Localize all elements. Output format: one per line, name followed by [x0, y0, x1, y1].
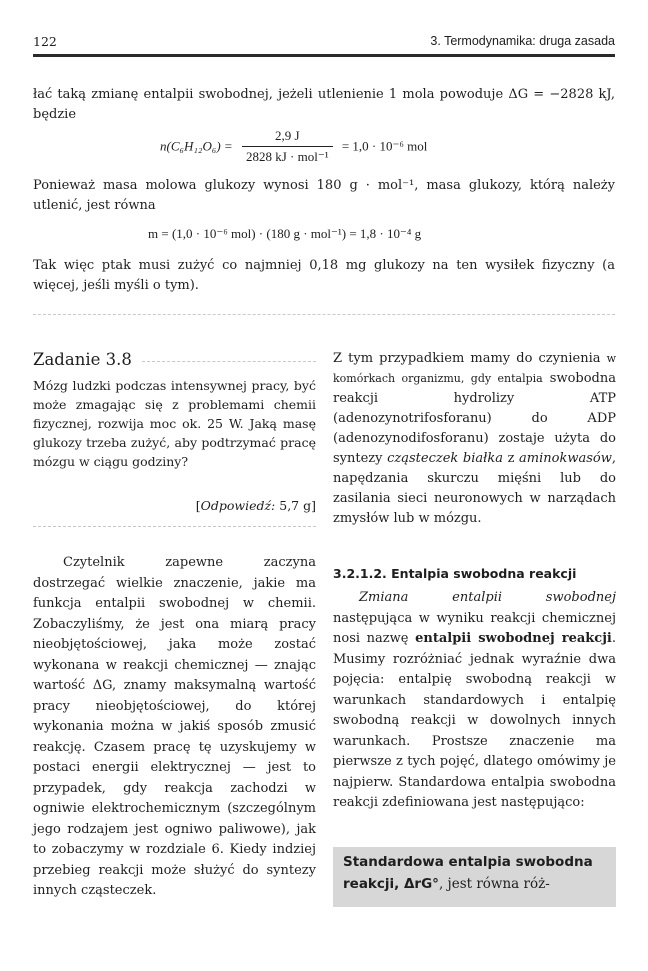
text-run: Z tym przypadkiem mamy do czynienia	[333, 351, 607, 366]
text-run: w komórkach organizmu, gdy entalpia	[333, 352, 616, 385]
exercise-body: Mózg ludzki podczas intensywnej pracy, być może zmagając się z problemami chemii fizycznej, rozwija moc ok. 25 W. Jaką masę glukozy trzeba zużyć, aby podtrzymać pracę mózgu w ciągu godziny?	[33, 378, 316, 469]
equation-lhs: n(C₆H₁₂O₆) =	[160, 138, 233, 154]
italic-term: cząsteczek białka	[387, 451, 503, 466]
section-divider	[33, 314, 615, 315]
intro-paragraph-3: Tak więc ptak musi zużyć co najmniej 0,18 mg glukozy na ten wysiłek fizyczny (a więcej, jeśli myśli o tym).	[33, 258, 615, 293]
italic-term: aminokwasów	[519, 451, 612, 466]
text-run: z	[502, 451, 520, 466]
italic-term: Zmiana entalpii swobodnej	[359, 590, 616, 605]
answer-label: Odpowiedź:	[200, 498, 276, 513]
equation-moles-glucose	[160, 128, 427, 176]
equation-mass-glucose: m = (1,0 · 10⁻⁶ mol) · (180 g · mol⁻¹) = 1,8 · 10⁻⁴ g	[148, 226, 422, 241]
answer-value: 5,7 g	[279, 498, 312, 513]
definition-box-text	[343, 851, 611, 895]
fraction-denominator: 2828 kJ · mol⁻¹	[245, 149, 329, 164]
text-run: swobodna reakcji hydrolizy ATP (adenozynotrifosforanu) do ADP (adenozynodifosforanu) zostaje użyta do syntezy	[333, 371, 616, 466]
fraction-numerator: 2,9 J	[242, 128, 333, 147]
text-run: , napędzania skurczu mięśni lub do zasilania sieci neuronowych w narządach zmysłów lub w mózgu.	[333, 451, 616, 526]
right-column-paragraph-1	[333, 349, 616, 529]
page-number: 122	[33, 34, 57, 49]
exercise-bottom-rule	[33, 526, 316, 527]
definition-term: Standardowa entalpia swobodna reakcji, ΔrG°	[343, 854, 593, 892]
text-run: . Musimy rozróżniać jednak wyraźnie dwa pojęcia: entalpię swobodną reakcji w warunkach standardowych i entalpię swobodną reakcji w dowolnych innych warunkach. Prostsze znaczenie ma pierwsze z tych pojęć, dlatego omówimy je najpierw. Standardowa entalpia swobodna reakcji zdefiniowana jest następująco:	[333, 631, 616, 810]
equation-rhs: = 1,0 · 10⁻⁶ mol	[341, 138, 428, 154]
header-rule	[33, 54, 615, 57]
left-column-paragraph: Czytelnik zapewne zaczyna dostrzegać wielkie znaczenie, jakie ma funkcja entalpii swobodnej w chemii. Zobaczyliśmy, że jest ona miarą pracy nieobjętościowej, jaka może zostać wykonana w reakcji chemicznej — znając wartość ΔG, znamy maksymalną wartość pracy nieobjętościowej, do której wykonania można w jakiś sposób zmusić reakcję. Czasem pracę tę uzyskujemy w postaci energii elektrycznej — jest to przypadek, gdy reakcja zachodzi w ogniwie elektrochemicznym (szczególnym jego rodzajem jest ogniwo paliwowe), jak to zobaczymy w rozdziale 6. Kiedy indziej przebieg reakcji może służyć do syntezy innych cząsteczek.	[33, 555, 316, 898]
right-column-paragraph-2	[333, 588, 616, 814]
fraction	[242, 128, 333, 165]
exercise-title-rule	[142, 361, 316, 362]
bold-term: entalpii swobodnej reakcji	[415, 631, 612, 646]
exercise-answer: [Odpowiedź: 5,7 g]	[195, 498, 316, 513]
page-header	[33, 34, 615, 52]
intro-paragraph-1: łać taką zmianę entalpii swobodnej, jeżeli utlenienie 1 mola powoduje ΔG = −2828 kJ, będzie	[33, 87, 615, 122]
text-run: , jest równa róż-	[438, 876, 550, 892]
section-heading: 3.2.1.2. Entalpia swobodna reakcji	[333, 566, 577, 581]
exercise-title: Zadanie 3.8	[33, 350, 132, 369]
text-run: następująca w wyniku reakcji chemicznej nosi nazwę	[333, 610, 616, 646]
intro-paragraph-2: Ponieważ masa molowa glukozy wynosi 180 g · mol⁻¹, masa glukozy, którą należy utlenić, jest równa	[33, 178, 615, 213]
running-chapter-title: 3. Termodynamika: druga zasada	[430, 34, 615, 48]
